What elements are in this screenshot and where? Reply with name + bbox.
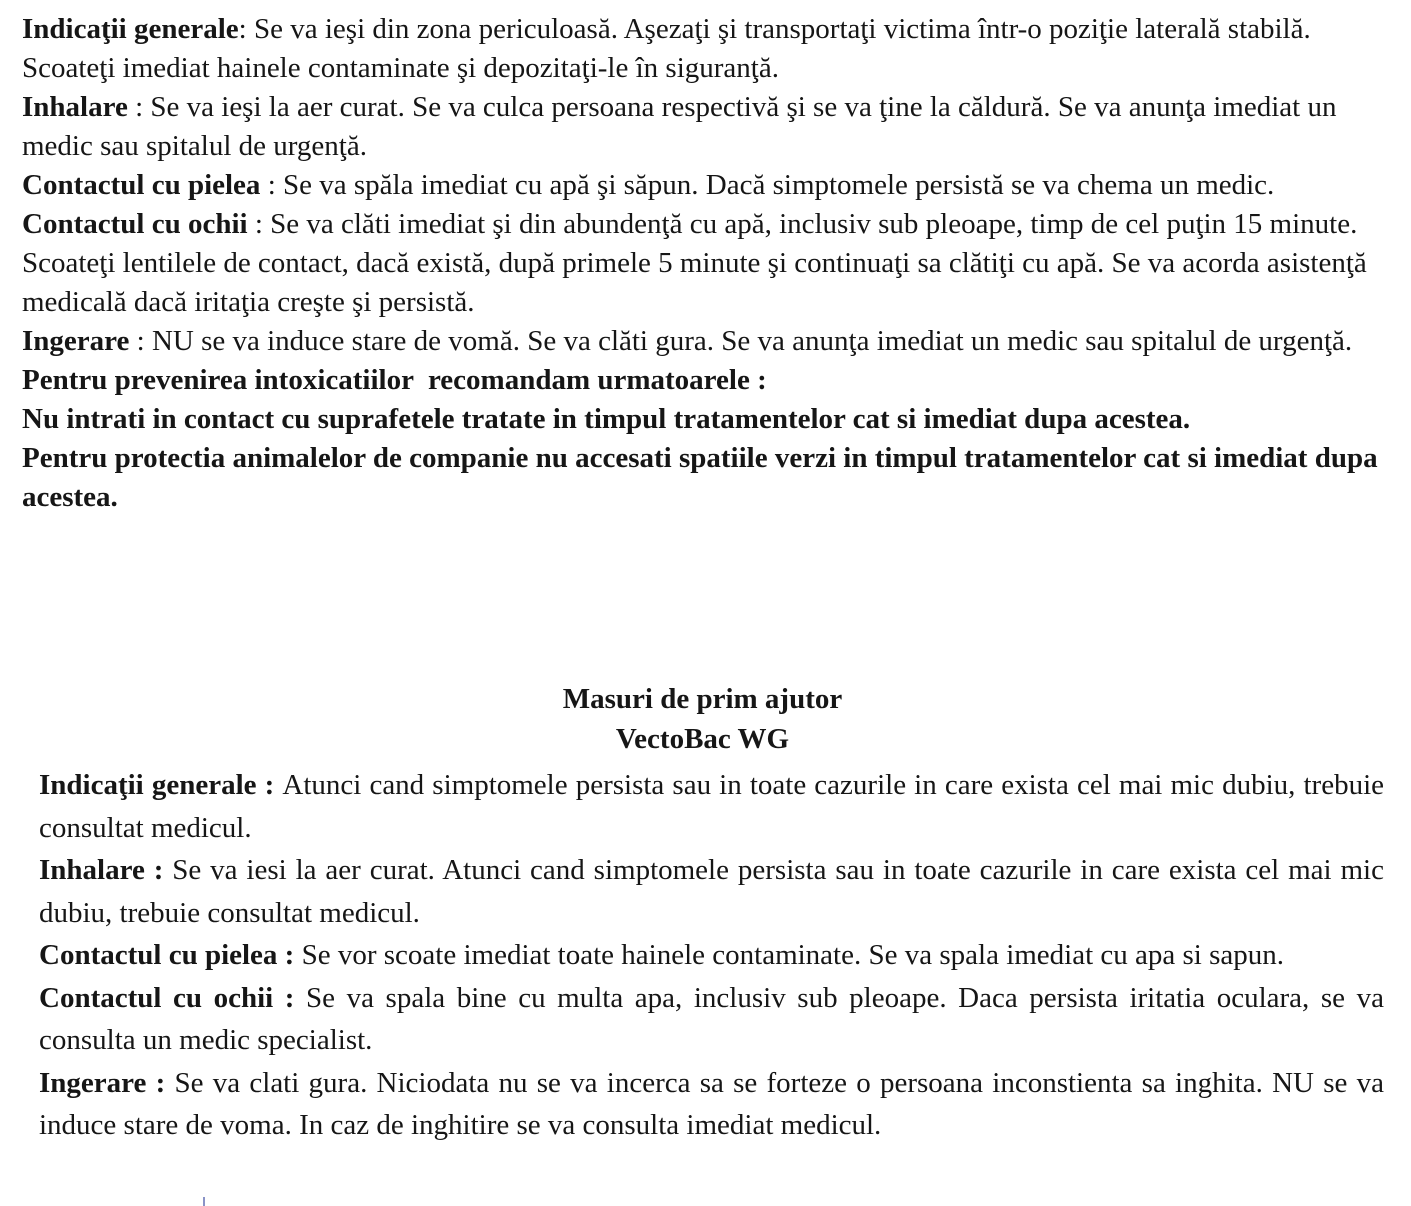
paragraph-text: Se va iesi la aer curat. Atunci cand simptomele persista sau in toate cazurile in care exista cel mai mic dubiu, trebuie consultat medicul. xyxy=(39,854,1384,929)
first-aid-general-section xyxy=(22,10,1392,517)
paragraph-lead: Contactul cu ochii : xyxy=(39,981,307,1014)
paragraph-general-indications xyxy=(39,764,1384,849)
paragraph-text: : Se va clăti imediat şi din abundenţă cu apă, inclusiv sub pleoape, timp de cel puţin 15 minute. Scoateţi lentilele de contact, dacă există, după primele 5 minute şi continuaţi sa clătiţi cu apă. Se va acorda asistenţă medicală dacă iritaţia creşte şi persistă. xyxy=(22,208,1367,318)
first-aid-product-section xyxy=(39,764,1384,1147)
paragraph-lead: Inhalare xyxy=(22,91,128,123)
paragraph-lead: Ingerare xyxy=(22,325,130,357)
paragraph-lead: Ingerare : xyxy=(39,1066,175,1099)
paragraph-general-indications xyxy=(22,10,1392,88)
paragraph-ingestion xyxy=(22,322,1392,361)
scan-mark xyxy=(203,1197,205,1206)
prevention-pets-note: Pentru protectia animalelor de companie nu accesati spatiile verzi in timpul tratamentelor cat si imediat dupa acestea. xyxy=(22,442,1385,513)
paragraph-lead: Contactul cu ochii xyxy=(22,208,248,240)
paragraph-lead: Contactul cu pielea : xyxy=(39,939,302,971)
paragraph-eye-contact xyxy=(39,977,1384,1062)
paragraph-text: Atunci cand simptomele persista sau in toate cazurile in care exista cel mai mic dubiu, trebuie consultat medicul. xyxy=(39,769,1385,844)
paragraph-inhalation xyxy=(22,88,1392,166)
paragraph-lead: Inhalare : xyxy=(39,854,173,886)
prevention-surfaces-note: Nu intrati in contact cu suprafetele tratate in timpul tratamentelor cat si imediat dupa acestea. xyxy=(22,403,1191,435)
paragraph-text: Se va spala bine cu multa apa, inclusiv sub pleoape. Daca persista iritatia oculara, se va consulta un medic specialist. xyxy=(39,981,1384,1056)
section-title: Masuri de prim ajutor xyxy=(562,683,843,715)
prevention-heading: Pentru prevenirea intoxicatiilor recomandam urmatoarele : xyxy=(22,364,767,396)
paragraph-lead: Indicaţii generale : xyxy=(39,769,283,801)
paragraph-text: : Se va spăla imediat cu apă şi săpun. Dacă simptomele persistă se va chema un medic. xyxy=(260,169,1275,201)
paragraph-skin-contact xyxy=(39,934,1384,977)
paragraph-text: : NU se va induce stare de vomă. Se va clăti gura. Se va anunţa imediat un medic sau spitalul de urgenţă. xyxy=(129,325,1353,357)
paragraph-text: Se vor scoate imediat toate hainele contaminate. Se va spala imediat cu apa si sapun. xyxy=(301,939,1285,971)
paragraph-ingestion xyxy=(39,1062,1384,1147)
paragraph-text: : Se va ieşi la aer curat. Se va culca persoana respectivă şi se va ţine la căldură. Se va anunţa imediat un medic sau spitalul de urgenţă. xyxy=(22,91,1337,162)
paragraph-text: : Se va ieşi din zona periculoasă. Aşezaţi şi transportaţi victima într-o poziţie laterală stabilă. Scoateţi imediat hainele contaminate şi depozitaţi-le în siguranţă. xyxy=(22,13,1311,84)
paragraph-lead: Indicaţii generale xyxy=(22,13,239,45)
paragraph-inhalation xyxy=(39,849,1384,934)
paragraph-text: Se va clati gura. Niciodata nu se va incerca sa se forteze o persoana inconstienta sa inghita. NU se va induce stare de voma. In caz de inghitire se va consulta imediat medicul. xyxy=(39,1066,1384,1141)
paragraph-skin-contact xyxy=(22,166,1392,205)
paragraph-eye-contact xyxy=(22,205,1392,322)
paragraph-lead: Contactul cu pielea xyxy=(22,169,261,201)
product-name: VectoBac WG xyxy=(615,723,790,755)
